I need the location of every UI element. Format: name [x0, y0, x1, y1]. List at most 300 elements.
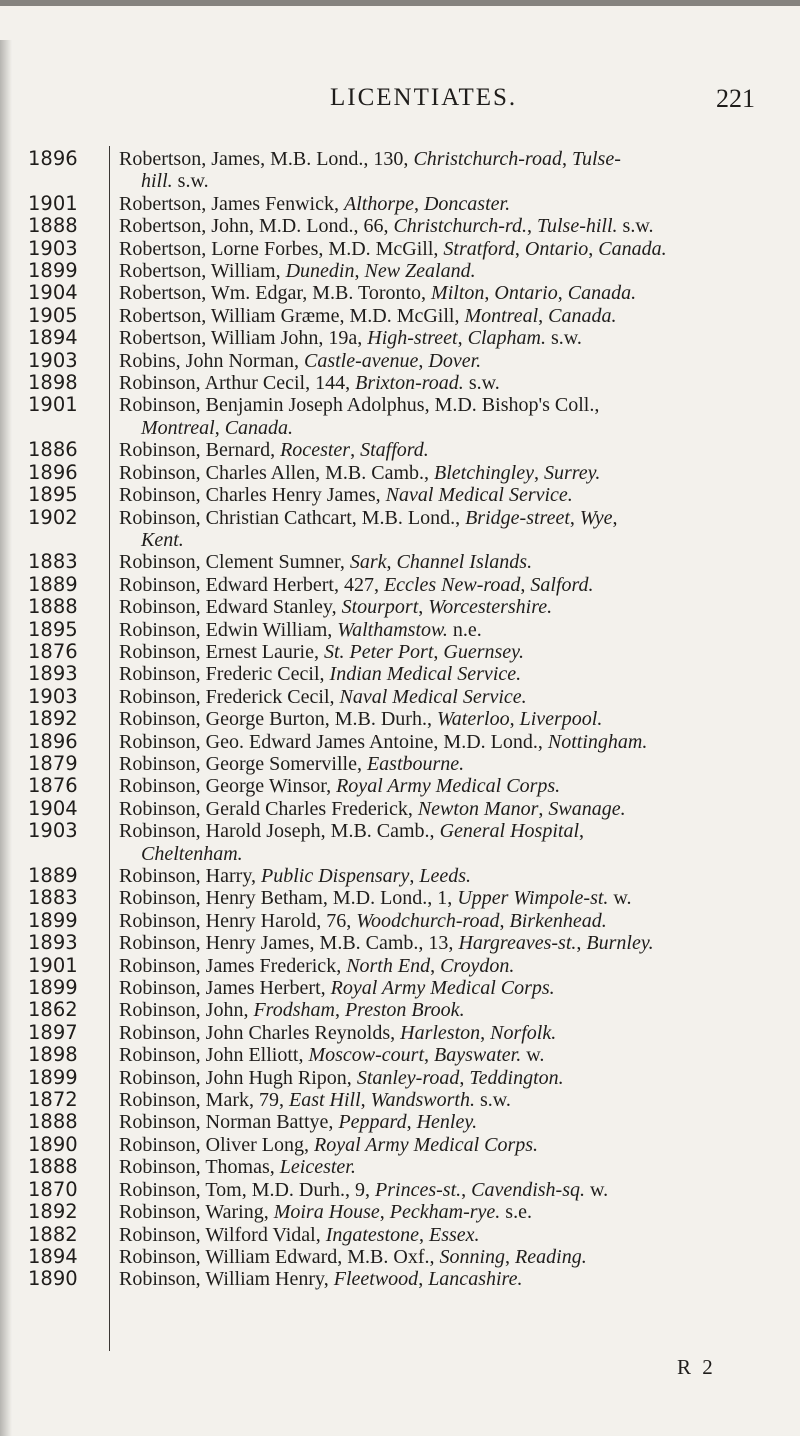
entry-text [119, 596, 789, 618]
entry-text [119, 977, 789, 999]
entry-text [119, 551, 789, 573]
entry-year: 1901 [28, 393, 78, 417]
list-item [0, 999, 800, 1021]
entry-year: 1904 [28, 796, 78, 820]
list-item [0, 955, 800, 977]
place-name: Newton Manor [417, 797, 539, 820]
list-item [0, 686, 800, 708]
list-item [0, 327, 800, 349]
place-name: Christchurch-rd. [393, 215, 527, 238]
list-item [0, 484, 800, 506]
place-name: Stanley-road [356, 1066, 460, 1089]
entry-text [119, 910, 789, 932]
entry-line [119, 977, 789, 999]
entry-segment: Robinson, Henry James, M.B. Camb., 13, [119, 932, 459, 955]
place-name: St. Peter Port [323, 640, 434, 663]
entry-segment: Robinson, Ernest Laurie, [119, 640, 324, 663]
entry-segment: Robinson, John Elliott, [119, 1044, 309, 1067]
entry-year: 1902 [28, 505, 78, 529]
entry-segment: Robinson, Norman Battye, [119, 1111, 339, 1134]
entry-year: 1876 [28, 774, 78, 798]
entry-line [119, 619, 789, 641]
list-item [0, 1179, 800, 1201]
entry-segment: Robinson, John Hugh Ripon, [119, 1066, 357, 1089]
entry-segment: , [588, 237, 599, 260]
entry-segment: s.w. [545, 327, 582, 350]
list-item [0, 641, 800, 663]
entry-segment: Robinson, John, [119, 999, 254, 1022]
entry-segment: Robertson, James Fenwick, [119, 192, 344, 215]
entry-segment: , [214, 416, 225, 439]
entry-line [119, 1022, 789, 1044]
entry-segment: , [459, 1066, 470, 1089]
entry-segment: , [360, 1089, 371, 1112]
place-name: Henley. [416, 1111, 478, 1134]
entry-segment: , [354, 260, 365, 283]
list-item [0, 820, 800, 865]
entry-segment: Robinson, Gerald Charles Frederick, [119, 797, 418, 820]
entry-year: 1899 [28, 976, 78, 1000]
entry-segment: Robinson, Oliver Long, [119, 1133, 314, 1156]
list-item [0, 708, 800, 730]
place-name: North End [346, 954, 431, 977]
entry-segment: , [509, 708, 520, 731]
list-item [0, 238, 800, 260]
entry-line [119, 1179, 789, 1201]
place-name: Montreal [464, 304, 539, 327]
entry-line [119, 999, 789, 1021]
place-name: Canada. [598, 237, 667, 260]
place-name: Tulse-hill. [536, 215, 618, 238]
entry-segment: s.w. [617, 215, 654, 238]
entry-segment: , [557, 282, 568, 305]
place-name: Upper Wimpole-st. [457, 887, 609, 910]
entry-segment: , [499, 909, 510, 932]
place-name: Croydon. [440, 954, 515, 977]
entry-year: 1888 [28, 214, 78, 238]
entry-year: 1898 [28, 1043, 78, 1067]
list-item [0, 282, 800, 304]
place-name: Stratford [443, 237, 515, 260]
entry-line [119, 910, 789, 932]
place-name: Burnley. [586, 932, 654, 955]
entry-text [119, 1268, 789, 1290]
entry-segment: n.e. [447, 618, 482, 641]
entry-year: 1892 [28, 1200, 78, 1224]
entry-text [119, 708, 789, 730]
entry-text [119, 1044, 789, 1066]
entry-year: 1904 [28, 281, 78, 305]
place-name: Essex. [429, 1223, 480, 1246]
entry-segment: , [418, 1268, 429, 1291]
entry-text [119, 1224, 789, 1246]
entry-line [119, 865, 789, 887]
entry-segment: w. [585, 1178, 609, 1201]
entry-text [119, 663, 789, 685]
entry-segment: , [379, 1201, 390, 1224]
place-name: Milton [431, 282, 485, 305]
entry-line [119, 1201, 789, 1223]
place-name: Moscow-court [308, 1044, 425, 1067]
list-item [0, 372, 800, 394]
place-name: Frodsham [253, 999, 335, 1022]
entry-text [119, 731, 789, 753]
entry-year: 1899 [28, 259, 78, 283]
place-name: Wandsworth. [370, 1089, 475, 1112]
list-item [0, 439, 800, 461]
place-name: Doncaster. [423, 192, 511, 215]
entry-text [119, 1089, 789, 1111]
entry-segment: Robinson, Clement Sumner, [119, 551, 350, 574]
place-name: Kent. [141, 528, 184, 551]
place-name: Moira House [273, 1201, 380, 1224]
entry-text [119, 798, 789, 820]
entry-line [119, 260, 789, 282]
entry-year: 1893 [28, 931, 78, 955]
place-name: Leeds. [419, 865, 472, 887]
entry-segment: , [561, 148, 572, 170]
entry-line [119, 731, 789, 753]
entry-segment: s.w. [474, 1089, 511, 1112]
entry-text [119, 775, 789, 797]
place-name: Royal Army Medical Corps. [330, 977, 555, 1000]
entry-text [119, 1067, 789, 1089]
place-name: Birkenhead. [509, 909, 607, 932]
entry-line [119, 955, 789, 977]
entry-text [119, 619, 789, 641]
place-name: East Hill [289, 1089, 361, 1112]
entry-segment: Robertson, John, M.D. Lond., 66, [119, 215, 394, 238]
entry-line [119, 1156, 789, 1178]
entry-segment: Robinson, George Somerville, [119, 752, 367, 775]
place-name: Ontario [524, 237, 589, 260]
entry-year: 1897 [28, 1020, 78, 1044]
list-item [0, 865, 800, 887]
entry-segment: Robinson, George Winsor, [119, 775, 337, 798]
place-name: Cheltenham. [141, 842, 243, 865]
place-name: Waterloo [436, 708, 510, 731]
entry-text [119, 350, 789, 372]
entry-text [119, 148, 789, 193]
entry-text [119, 260, 789, 282]
place-name: Harleston [400, 1021, 481, 1044]
entry-line [119, 394, 789, 416]
entry-text [119, 327, 789, 349]
entry-segment: Robertson, William, [119, 260, 286, 283]
entry-segment: , [538, 304, 549, 327]
entry-segment: , [533, 461, 544, 484]
entry-text [119, 999, 789, 1021]
list-item [0, 1111, 800, 1133]
entry-segment: Robinson, Frederick Cecil, [119, 685, 340, 708]
entry-line [119, 551, 789, 573]
place-name: Woodchurch-road [356, 909, 500, 932]
place-name: Walthamstow. [337, 618, 448, 641]
entry-segment: Robinson, Henry Harold, 76, [119, 909, 357, 932]
list-item [0, 260, 800, 282]
entry-segment: Robinson, Edward Herbert, 427, [119, 573, 384, 596]
entry-text [119, 484, 789, 506]
list-item [0, 193, 800, 215]
place-name: Ingatestone [325, 1223, 420, 1246]
place-name: High-street [367, 327, 458, 350]
entry-segment: , [514, 237, 525, 260]
entry-segment: , [484, 282, 495, 305]
entry-segment: , [538, 797, 549, 820]
entry-year: 1886 [28, 438, 78, 462]
entry-segment: Robinson, Edwin William, [119, 618, 338, 641]
place-name: Swanage. [548, 797, 626, 820]
entry-line [119, 439, 789, 461]
list-item [0, 798, 800, 820]
entry-text [119, 1179, 789, 1201]
list-item [0, 574, 800, 596]
entry-text [119, 282, 789, 304]
entry-segment: Robinson, Edward Stanley, [119, 596, 342, 619]
place-name: Wye [579, 506, 613, 529]
list-item [0, 1201, 800, 1223]
entry-text [119, 932, 789, 954]
entry-year: 1888 [28, 1155, 78, 1179]
list-item [0, 663, 800, 685]
entry-line [119, 507, 789, 529]
entry-segment: , [505, 1245, 516, 1268]
entry-text [119, 1246, 789, 1268]
entry-segment: Robinson, William Henry, [119, 1268, 334, 1291]
entry-continuation-line [119, 417, 789, 439]
entry-line [119, 1044, 789, 1066]
entry-segment: Robinson, Tom, M.D. Durh., 9, [119, 1178, 376, 1201]
place-name: Leicester. [279, 1156, 356, 1179]
entry-line [119, 484, 789, 506]
place-name: Public Dispensary [261, 865, 410, 887]
entry-segment: , [569, 506, 580, 529]
entry-line [119, 596, 789, 618]
entry-segment: Robertson, William Græme, M.D. McGill, [119, 304, 465, 327]
place-name: Guernsey. [443, 640, 524, 663]
list-item [0, 1067, 800, 1089]
place-name: Salford. [530, 573, 594, 596]
entry-segment: Robinson, Charles Allen, M.B. Camb., [119, 461, 434, 484]
entry-segment: , [409, 865, 420, 887]
entry-segment: , [419, 1223, 430, 1246]
place-name: Bletchingley [434, 461, 534, 484]
entry-year: 1883 [28, 886, 78, 910]
list-item [0, 1134, 800, 1156]
place-name: Teddington. [469, 1066, 564, 1089]
place-name: General Hospital [439, 820, 579, 843]
entry-segment: , [480, 1021, 491, 1044]
place-name: Royal Army Medical Corps. [336, 775, 561, 798]
place-name: Eccles New-road [383, 573, 521, 596]
entry-line [119, 887, 789, 909]
entry-line [119, 462, 789, 484]
page-number: 221 [716, 84, 755, 113]
entry-text [119, 193, 789, 215]
place-name: Rocester [280, 439, 351, 462]
entry-segment: , [612, 506, 618, 529]
place-name: Montreal [141, 416, 215, 439]
list-item [0, 753, 800, 775]
list-item [0, 1022, 800, 1044]
entry-text [119, 865, 789, 887]
entry-segment: Robinson, Mark, 79, [119, 1089, 289, 1112]
list-item [0, 394, 800, 439]
entry-line [119, 753, 789, 775]
entry-line [119, 193, 789, 215]
entry-segment: , [334, 999, 345, 1022]
place-name: Dunedin [285, 260, 355, 283]
entry-year: 1888 [28, 1110, 78, 1134]
entry-text [119, 462, 789, 484]
entry-segment: , [418, 596, 429, 619]
entry-segment: Robertson, Lorne Forbes, M.D. McGill, [119, 237, 444, 260]
place-name: Castle-avenue [304, 349, 419, 372]
entry-year: 1889 [28, 572, 78, 596]
entry-line [119, 1134, 789, 1156]
entry-year: 1882 [28, 1222, 78, 1246]
entry-segment: Robinson, Arthur Cecil, 144, [119, 372, 356, 395]
entry-year: 1901 [28, 953, 78, 977]
entry-segment: Robinson, Wilford Vidal, [119, 1223, 326, 1246]
entry-line [119, 1224, 789, 1246]
list-item [0, 1044, 800, 1066]
entry-segment: Robinson, William Edward, M.B. Oxf., [119, 1245, 440, 1268]
entry-year: 1892 [28, 707, 78, 731]
place-name: Hargreaves-st. [458, 932, 577, 955]
place-name: Stourport [341, 596, 419, 619]
list-item [0, 731, 800, 753]
list-item [0, 215, 800, 237]
entry-segment: Robinson, Benjamin Joseph Adolphus, M.D. Bishop's Coll., [119, 394, 600, 417]
entry-year: 1862 [28, 998, 78, 1022]
place-name: Nottingham. [547, 730, 648, 753]
place-name: Christchurch-road [413, 148, 562, 170]
licentiates-list [0, 148, 800, 1291]
entry-line [119, 1089, 789, 1111]
entry-year: 1903 [28, 819, 78, 843]
entry-year: 1896 [28, 460, 78, 484]
entry-year: 1870 [28, 1177, 78, 1201]
entry-segment: Robinson, James Herbert, [119, 977, 331, 1000]
place-name: Royal Army Medical Corps. [314, 1133, 539, 1156]
entry-continuation-line [119, 170, 789, 192]
place-name: Reading. [515, 1245, 587, 1268]
entry-year: 1890 [28, 1132, 78, 1156]
entry-segment: Robinson, Bernard, [119, 439, 281, 462]
entry-segment: Robertson, James, M.B. Lond., 130, [119, 148, 414, 170]
entry-year: 1896 [28, 729, 78, 753]
entry-continuation-line [119, 843, 789, 865]
entry-segment: Robinson, Charles Henry James, [119, 484, 386, 507]
entry-text [119, 686, 789, 708]
entry-segment: Robinson, Henry Betham, M.D. Lond., 1, [119, 887, 458, 910]
place-name: Lancashire. [428, 1268, 523, 1291]
place-name: hill. [141, 170, 173, 193]
entry-segment: , [418, 349, 429, 372]
entry-line [119, 1111, 789, 1133]
entry-year: 1876 [28, 639, 78, 663]
entry-text [119, 305, 789, 327]
place-name: Bayswater. [434, 1044, 522, 1067]
page-header [0, 84, 800, 124]
entry-segment: w. [608, 887, 632, 910]
entry-segment: Robinson, Thomas, [119, 1156, 280, 1179]
entry-segment: , [576, 932, 587, 955]
entry-text [119, 955, 789, 977]
place-name: Surrey. [543, 461, 601, 484]
list-item [0, 551, 800, 573]
entry-year: 1893 [28, 662, 78, 686]
entry-year: 1905 [28, 303, 78, 327]
entry-segment: Robinson, Geo. Edward James Antoine, M.D. Lond., [119, 730, 548, 753]
place-name: Naval Medical Service. [385, 484, 573, 507]
entry-text [119, 1111, 789, 1133]
entry-segment: , [526, 215, 537, 238]
entry-line [119, 1246, 789, 1268]
place-name: Indian Medical Service. [329, 663, 522, 686]
entry-line [119, 641, 789, 663]
entry-segment: , [406, 1111, 417, 1134]
place-name: Princes-st. [375, 1178, 462, 1201]
entry-segment: Robinson, Waring, [119, 1201, 274, 1224]
entry-segment: , [386, 551, 397, 574]
place-name: Norfolk. [490, 1021, 557, 1044]
entry-text [119, 439, 789, 461]
entry-segment: , [430, 954, 441, 977]
entry-year: 1898 [28, 371, 78, 395]
running-head: LICENTIATES. [330, 84, 518, 111]
list-item [0, 507, 800, 552]
entry-text [119, 372, 789, 394]
list-item [0, 910, 800, 932]
entry-text [119, 238, 789, 260]
entry-text [119, 1156, 789, 1178]
entry-year: 1872 [28, 1088, 78, 1112]
entry-segment: , [413, 192, 424, 215]
list-item [0, 887, 800, 909]
entry-line [119, 1268, 789, 1290]
entry-year: 1888 [28, 595, 78, 619]
entry-segment: Robinson, Christian Cathcart, M.B. Lond., [119, 506, 466, 529]
entry-line [119, 238, 789, 260]
entry-line [119, 798, 789, 820]
entry-line [119, 305, 789, 327]
list-item [0, 462, 800, 484]
place-name: Channel Islands. [396, 551, 533, 574]
place-name: Tulse- [571, 148, 621, 170]
entry-segment: Robinson, Frederic Cecil, [119, 663, 330, 686]
entry-year: 1883 [28, 550, 78, 574]
entry-line [119, 686, 789, 708]
list-item [0, 619, 800, 641]
entry-segment: Robinson, Harold Joseph, M.B. Camb., [119, 820, 440, 843]
place-name: Bridge-street [465, 506, 570, 529]
place-name: Liverpool. [519, 708, 603, 731]
place-name: Dover. [428, 349, 482, 372]
entry-year: 1895 [28, 483, 78, 507]
place-name: Clapham. [467, 327, 546, 350]
entry-line [119, 350, 789, 372]
entry-segment: s.w. [463, 372, 500, 395]
entry-segment: , [461, 1178, 472, 1201]
place-name: Peppard [338, 1111, 407, 1134]
list-item [0, 596, 800, 618]
entry-year: 1903 [28, 348, 78, 372]
place-name: Cavendish-sq. [471, 1178, 586, 1201]
entry-year: 1899 [28, 1065, 78, 1089]
entry-segment: Robins, John Norman, [119, 349, 304, 372]
